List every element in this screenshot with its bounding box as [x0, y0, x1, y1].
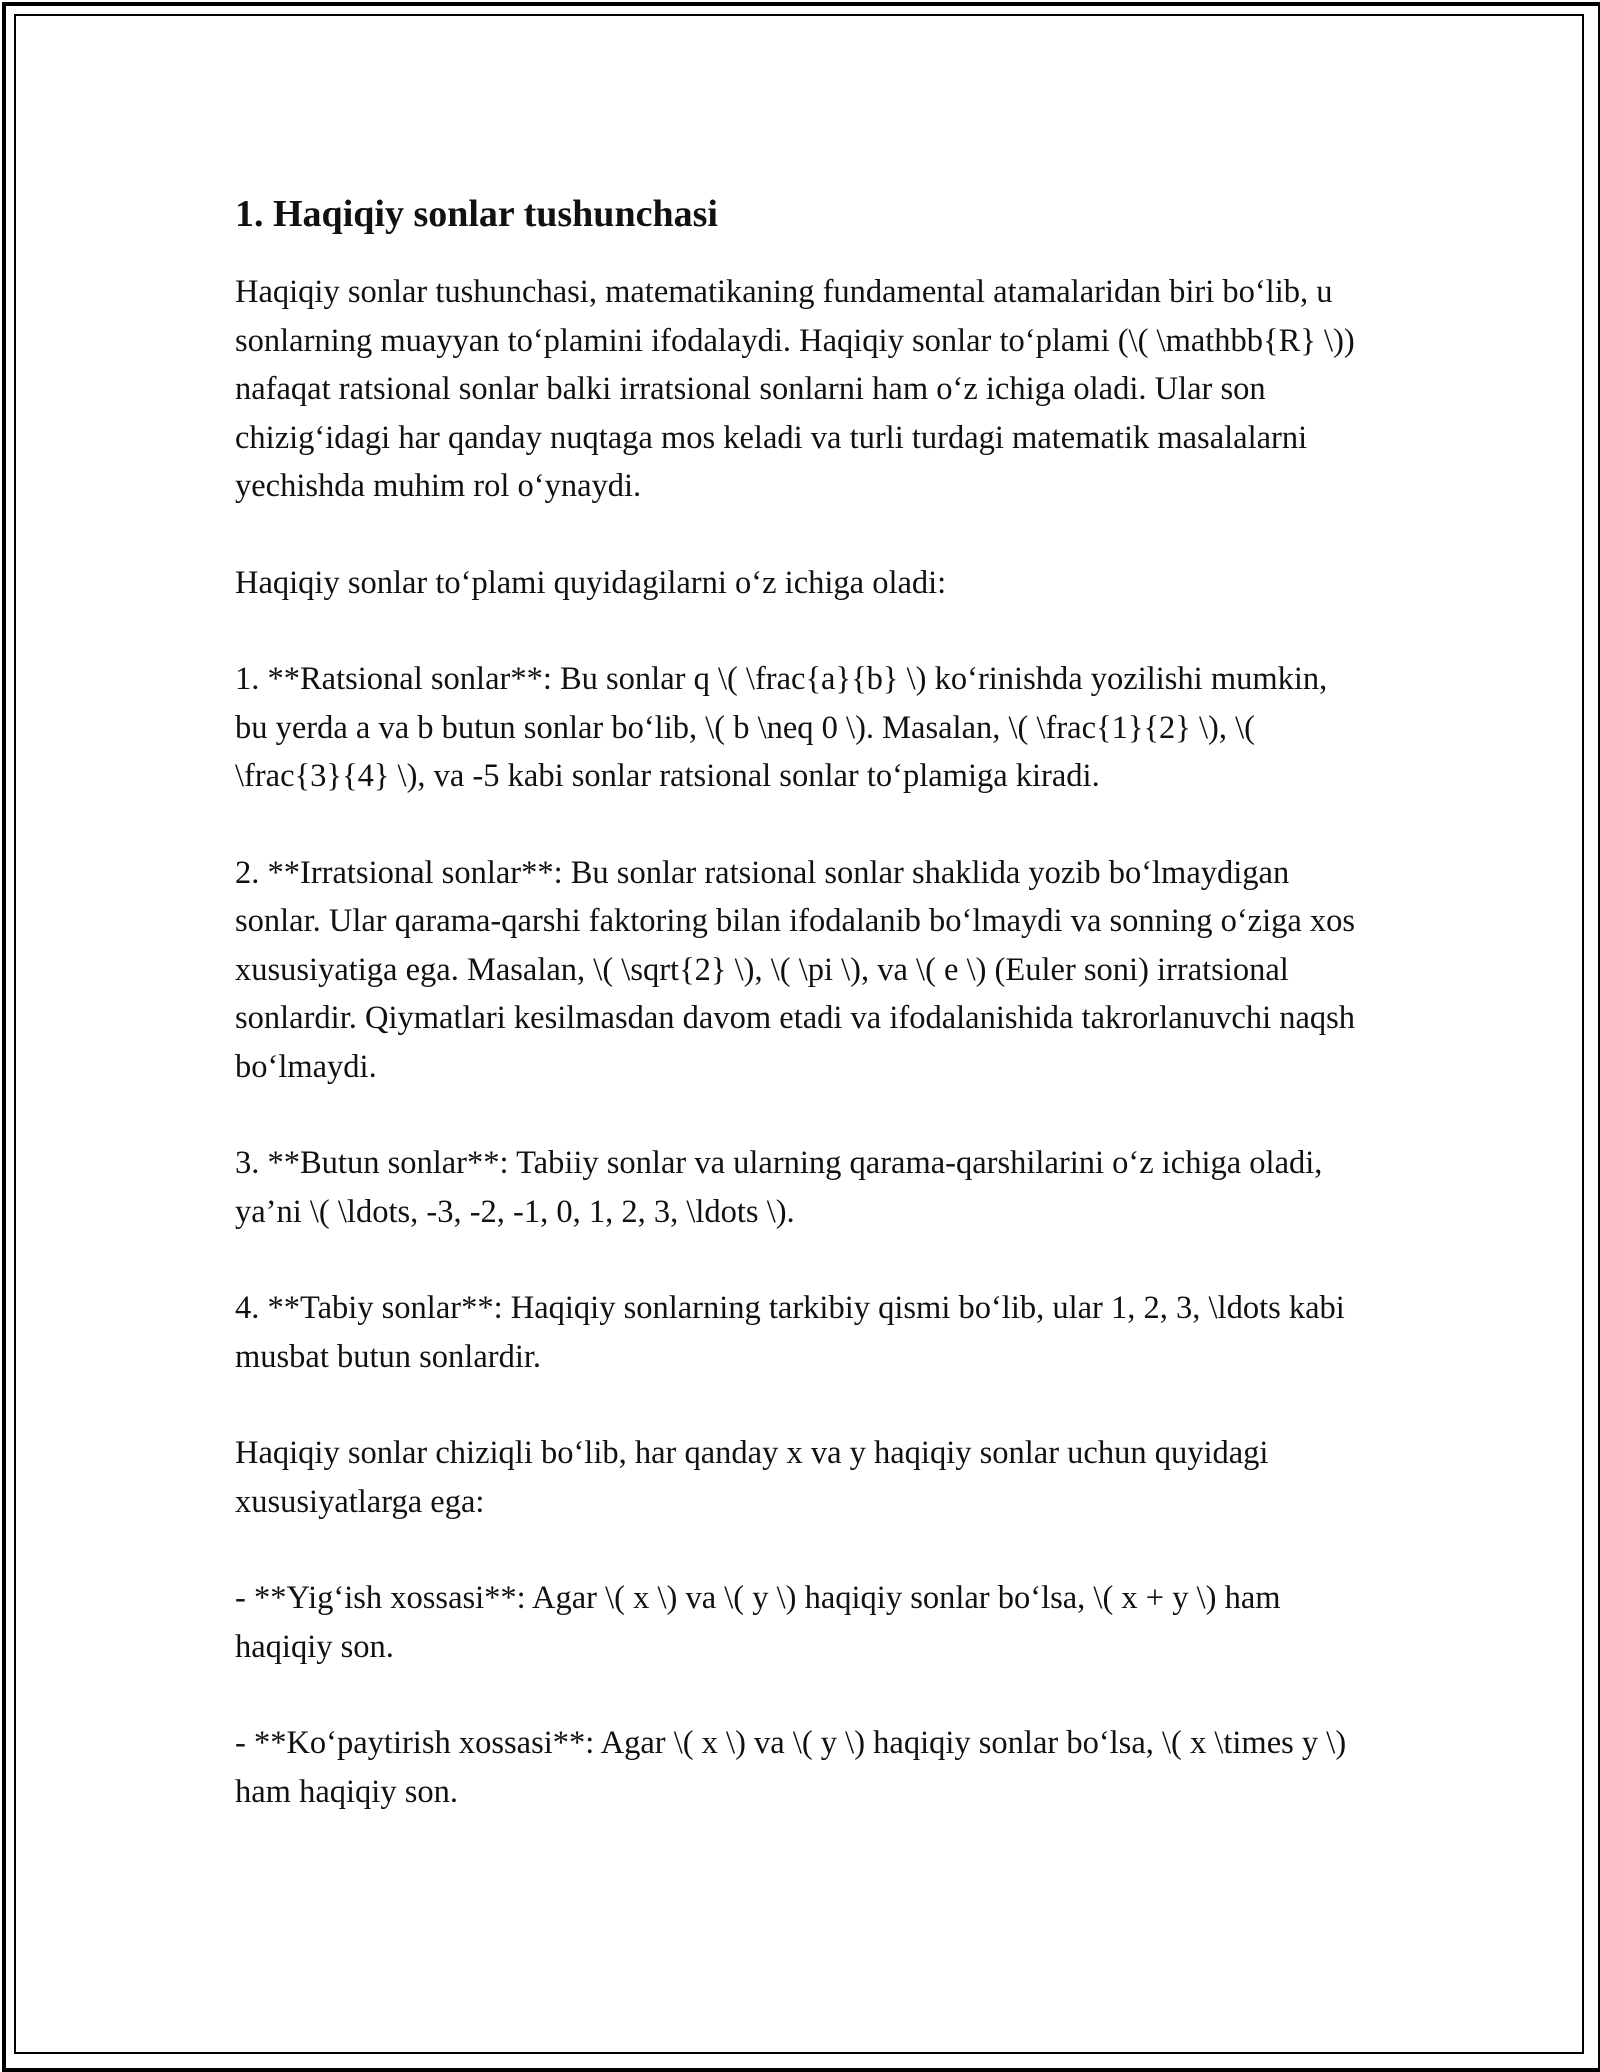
integers-item: 3. **Butun sonlar**: Tabiiy sonlar va ularning qarama-qarshilarini o‘z ichiga oladi, ya’ni \( \ldots, -3, -2, -1, 0, 1, 2, 3, \ldots \).	[235, 1145, 1323, 1230]
irrational-numbers-item: 2. **Irratsional sonlar**: Bu sonlar ratsional sonlar shaklida yozib bo‘lmaydigan sonlar. Ular qarama-qarshi faktoring bilan ifodalanib bo‘lmaydi va sonning o‘ziga xos xususiyatiga ega. Masalan, \( \sqrt{2} \), \( \pi \), va \( e \) (Euler soni) irratsional sonlardir. Qiymatlari kesilmasdan davom etadi va ifodalanishida takrorlanuvchi naqsh bo‘lmaydi.	[235, 854, 1356, 1085]
natural-numbers-item: 4. **Tabiy sonlar**: Haqiqiy sonlarning tarkibiy qismi bo‘lib, ular 1, 2, 3, \ldots kabi musbat butun sonlardir.	[235, 1290, 1345, 1375]
rational-numbers-item: 1. **Ratsional sonlar**: Bu sonlar q \( \frac{a}{b} \) ko‘rinishda yozilishi mumkin, bu yerda a va b butun sonlar bo‘lib, \( b \neq 0 \). Masalan, \( \frac{1}{2} \), \( \frac{3}{4} \), va -5 kabi sonlar ratsional sonlar to‘plamiga kiradi.	[235, 661, 1328, 794]
list-intro-paragraph: Haqiqiy sonlar to‘plami quyidagilarni o‘z ichiga oladi:	[235, 564, 947, 601]
addition-property-item: - **Yig‘ish xossasi**: Agar \( x \) va \( y \) haqiqiy sonlar bo‘lsa, \( x + y \) ham haqiqiy son.	[235, 1580, 1281, 1665]
properties-intro-paragraph: Haqiqiy sonlar chiziqli bo‘lib, har qanday x va y haqiqiy sonlar uchun quyidagi xususiyatlarga ega:	[235, 1435, 1269, 1520]
section-heading: 1. Haqiqiy sonlar tushunchasi	[235, 193, 718, 235]
multiplication-property-item: - **Ko‘paytirish xossasi**: Agar \( x \) va \( y \) haqiqiy sonlar bo‘lsa, \( x \times y \) ham haqiqiy son.	[235, 1725, 1347, 1810]
document-body	[235, 186, 1365, 1864]
intro-paragraph: Haqiqiy sonlar tushunchasi, matematikaning fundamental atamalaridan biri bo‘lib, u sonlarning muayyan to‘plamini ifodalaydi. Haqiqiy sonlar to‘plami (\( \mathbb{R} \)) nafaqat ratsional sonlar balki irratsional sonlarni ham o‘z ichiga oladi. Ular son chizig‘idagi har qanday nuqtaga mos keladi va turli turdagi matematik masalalarni yechishda muhim rol o‘ynaydi.	[235, 274, 1355, 504]
